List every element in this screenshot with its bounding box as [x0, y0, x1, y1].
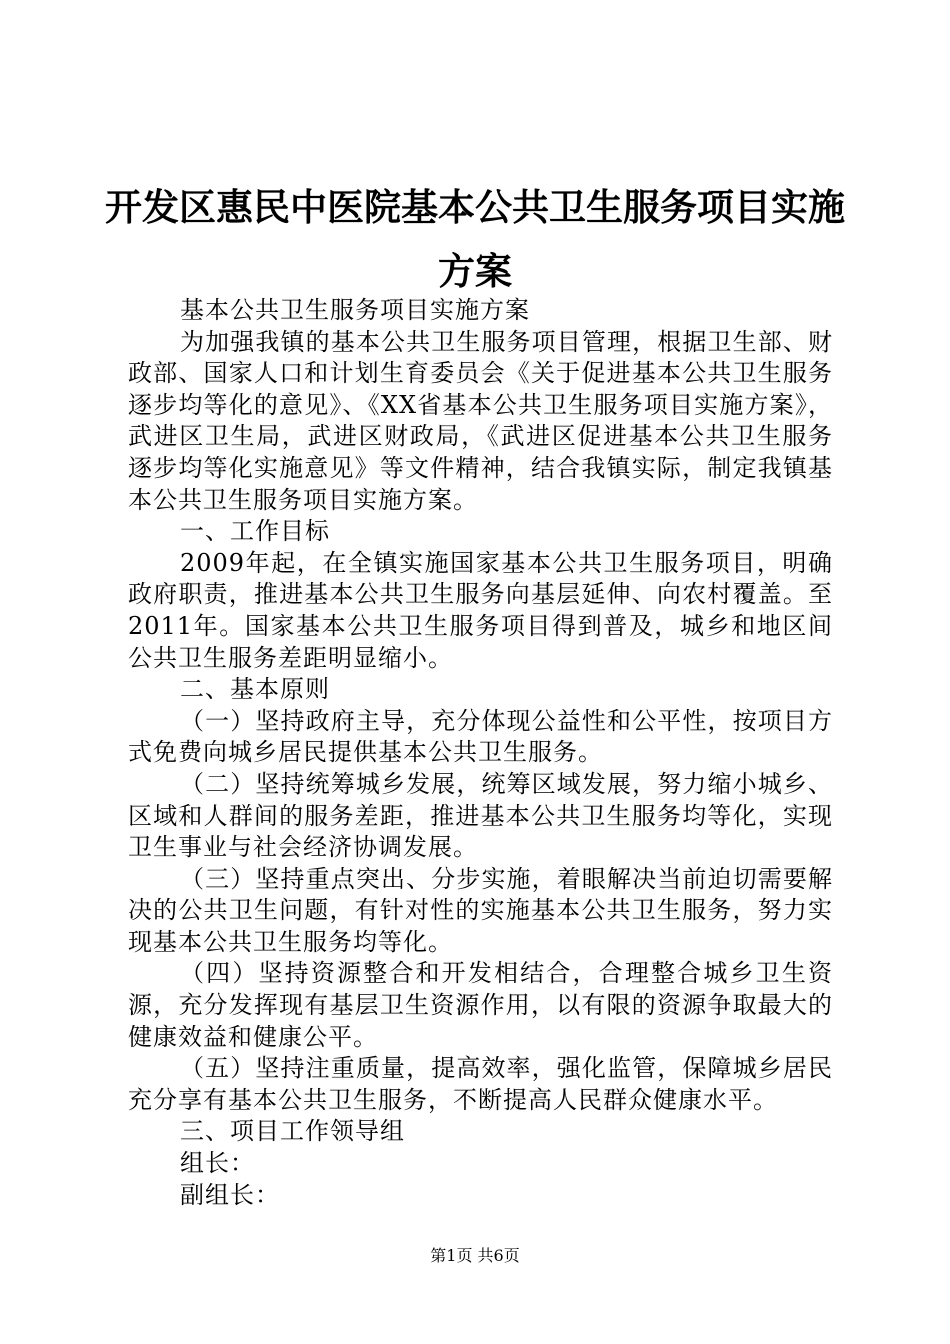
principle-4-paragraph: （四）坚持资源整合和开发相结合，合理整合城乡卫生资源，充分发挥现有基层卫生资源作用，以有限的资源争取最大的健康效益和健康公平。	[128, 959, 833, 1051]
subtitle-paragraph: 基本公共卫生服务项目实施方案	[180, 296, 530, 324]
principle-1-paragraph: （一）坚持政府主导，充分体现公益性和公平性，按项目方式免费向城乡居民提供基本公共卫生服务。	[128, 706, 833, 767]
principle-2-paragraph: （二）坚持统筹城乡发展，统筹区域发展，努力缩小城乡、区域和人群间的服务差距，推进基本公共卫生服务均等化，实现卫生事业与社会经济协调发展。	[128, 769, 833, 862]
section-heading-principles: 二、基本原则	[180, 675, 330, 704]
page-footer: 第1页 共6页	[430, 1246, 520, 1265]
principle-5-paragraph: （五）坚持注重质量，提高效率，强化监管，保障城乡居民充分享有基本公共卫生服务，不断提高人民群众健康水平。	[128, 1054, 833, 1114]
goals-paragraph: 2009年起，在全镇实施国家基本公共卫生服务项目，明确政府职责，推进基本公共卫生服务向基层延伸、向农村覆盖。至2011年。国家基本公共卫生服务项目得到普及，城乡和地区间公共卫生服务差距明显缩小。	[128, 548, 833, 672]
title-line-1: 开发区惠民中医院基本公共卫生服务项目实施	[105, 186, 845, 229]
deputy-leader-line: 副组长：	[180, 1180, 280, 1209]
section-heading-leadership: 三、项目工作领导组	[180, 1117, 405, 1146]
principle-3-paragraph: （三）坚持重点突出、分步实施，着眼解决当前迫切需要解决的公共卫生问题，有针对性的实施基本公共卫生服务，努力实现基本公共卫生服务均等化。	[128, 864, 833, 956]
section-heading-goals: 一、工作目标	[180, 517, 330, 546]
intro-paragraph: 为加强我镇的基本公共卫生服务项目管理，根据卫生部、财政部、国家人口和计划生育委员会《关于促进基本公共卫生服务逐步均等化的意见》、《XX省基本公共卫生服务项目实施方案》，武进区卫生局，武进区财政局，《武进区促进基本公共卫生服务逐步均等化实施意见》等文件精神，结合我镇实际，制定我镇基本公共卫生服务项目实施方案。	[128, 327, 833, 514]
group-leader-line: 组长：	[180, 1149, 255, 1178]
document-title	[100, 176, 850, 304]
document-body	[128, 295, 833, 1211]
title-line-2: 方案	[438, 250, 512, 293]
